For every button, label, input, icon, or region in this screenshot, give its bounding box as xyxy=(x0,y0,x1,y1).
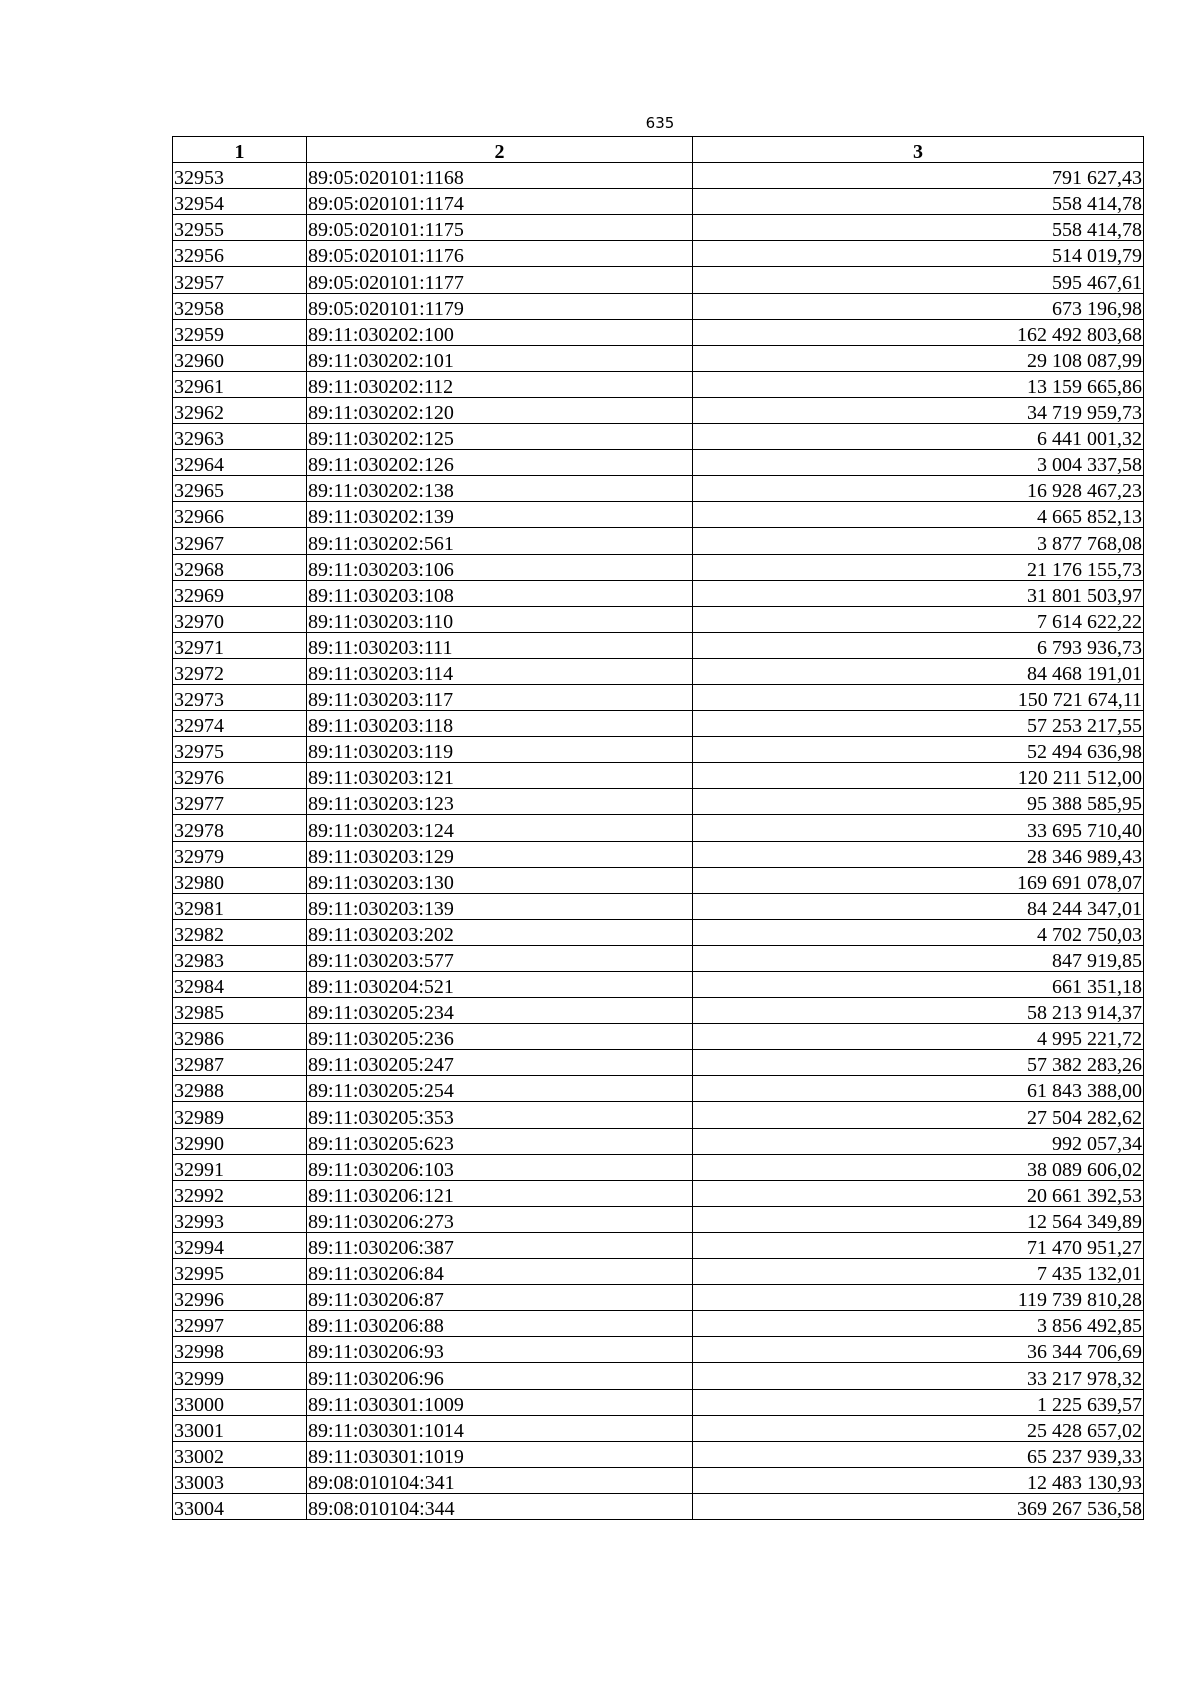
table-row xyxy=(173,972,1144,998)
cadastral-number-cell: 89:11:030202:112 xyxy=(307,371,693,397)
cadastral-value-cell: 6 441 001,32 xyxy=(693,424,1144,450)
table-row xyxy=(173,319,1144,345)
cadastral-number-cell: 89:05:020101:1174 xyxy=(307,189,693,215)
row-number-cell: 32968 xyxy=(173,554,307,580)
cadastral-value-cell: 25 428 657,02 xyxy=(693,1415,1144,1441)
row-number-cell: 32977 xyxy=(173,789,307,815)
cadastral-value-cell: 119 739 810,28 xyxy=(693,1285,1144,1311)
cadastral-value-cell: 558 414,78 xyxy=(693,189,1144,215)
row-number-cell: 32982 xyxy=(173,919,307,945)
row-number-cell: 32971 xyxy=(173,632,307,658)
table-row xyxy=(173,189,1144,215)
table-row xyxy=(173,1363,1144,1389)
table-row xyxy=(173,1024,1144,1050)
table-row xyxy=(173,1337,1144,1363)
row-number-cell: 32958 xyxy=(173,293,307,319)
cadastral-number-cell: 89:11:030203:130 xyxy=(307,867,693,893)
cadastral-number-cell: 89:11:030205:623 xyxy=(307,1128,693,1154)
row-number-cell: 32955 xyxy=(173,215,307,241)
table-row xyxy=(173,371,1144,397)
table-row xyxy=(173,1259,1144,1285)
cadastral-value-cell: 3 877 768,08 xyxy=(693,528,1144,554)
row-number-cell: 32964 xyxy=(173,450,307,476)
row-number-cell: 32966 xyxy=(173,502,307,528)
row-number-cell: 32960 xyxy=(173,345,307,371)
cadastral-value-cell: 84 244 347,01 xyxy=(693,893,1144,919)
cadastral-value-cell: 12 483 130,93 xyxy=(693,1467,1144,1493)
cadastral-number-cell: 89:11:030203:124 xyxy=(307,815,693,841)
row-number-cell: 32956 xyxy=(173,241,307,267)
table-row xyxy=(173,867,1144,893)
row-number-cell: 32988 xyxy=(173,1076,307,1102)
row-number-cell: 32959 xyxy=(173,319,307,345)
cadastral-value-cell: 28 346 989,43 xyxy=(693,841,1144,867)
cadastral-value-cell: 16 928 467,23 xyxy=(693,476,1144,502)
cadastral-number-cell: 89:11:030301:1014 xyxy=(307,1415,693,1441)
cadastral-value-table xyxy=(172,136,1144,1520)
row-number-cell: 32983 xyxy=(173,945,307,971)
table-row xyxy=(173,841,1144,867)
cadastral-number-cell: 89:11:030203:129 xyxy=(307,841,693,867)
table-row xyxy=(173,215,1144,241)
cadastral-number-cell: 89:11:030203:577 xyxy=(307,945,693,971)
row-number-cell: 32954 xyxy=(173,189,307,215)
row-number-cell: 33001 xyxy=(173,1415,307,1441)
cadastral-value-cell: 65 237 939,33 xyxy=(693,1441,1144,1467)
table-row xyxy=(173,345,1144,371)
row-number-cell: 33003 xyxy=(173,1467,307,1493)
cadastral-number-cell: 89:05:020101:1179 xyxy=(307,293,693,319)
cadastral-value-cell: 52 494 636,98 xyxy=(693,737,1144,763)
table-row xyxy=(173,241,1144,267)
row-number-cell: 32999 xyxy=(173,1363,307,1389)
table-body xyxy=(173,163,1144,1520)
cadastral-number-cell: 89:11:030206:87 xyxy=(307,1285,693,1311)
column-header-3: 3 xyxy=(693,137,1144,163)
row-number-cell: 32984 xyxy=(173,972,307,998)
cadastral-value-cell: 34 719 959,73 xyxy=(693,397,1144,423)
cadastral-number-cell: 89:11:030203:139 xyxy=(307,893,693,919)
table-row xyxy=(173,1285,1144,1311)
row-number-cell: 32987 xyxy=(173,1050,307,1076)
cadastral-value-cell: 162 492 803,68 xyxy=(693,319,1144,345)
cadastral-value-cell: 369 267 536,58 xyxy=(693,1493,1144,1519)
cadastral-number-cell: 89:11:030301:1009 xyxy=(307,1389,693,1415)
table-row xyxy=(173,658,1144,684)
table-row xyxy=(173,1076,1144,1102)
row-number-cell: 32991 xyxy=(173,1154,307,1180)
cadastral-value-cell: 33 217 978,32 xyxy=(693,1363,1144,1389)
cadastral-value-cell: 61 843 388,00 xyxy=(693,1076,1144,1102)
table-row xyxy=(173,1311,1144,1337)
cadastral-number-cell: 89:11:030206:88 xyxy=(307,1311,693,1337)
cadastral-value-cell: 3 004 337,58 xyxy=(693,450,1144,476)
cadastral-number-cell: 89:11:030205:236 xyxy=(307,1024,693,1050)
table-row xyxy=(173,1206,1144,1232)
cadastral-value-cell: 58 213 914,37 xyxy=(693,998,1144,1024)
cadastral-value-cell: 673 196,98 xyxy=(693,293,1144,319)
cadastral-value-cell: 31 801 503,97 xyxy=(693,580,1144,606)
cadastral-number-cell: 89:11:030203:118 xyxy=(307,711,693,737)
cadastral-number-cell: 89:11:030206:96 xyxy=(307,1363,693,1389)
cadastral-value-cell: 38 089 606,02 xyxy=(693,1154,1144,1180)
cadastral-value-cell: 21 176 155,73 xyxy=(693,554,1144,580)
cadastral-number-cell: 89:11:030206:387 xyxy=(307,1232,693,1258)
table-row xyxy=(173,528,1144,554)
cadastral-number-cell: 89:11:030202:100 xyxy=(307,319,693,345)
row-number-cell: 32997 xyxy=(173,1311,307,1337)
cadastral-value-cell: 4 665 852,13 xyxy=(693,502,1144,528)
cadastral-value-cell: 33 695 710,40 xyxy=(693,815,1144,841)
row-number-cell: 32957 xyxy=(173,267,307,293)
row-number-cell: 32981 xyxy=(173,893,307,919)
table-row xyxy=(173,737,1144,763)
column-header-1: 1 xyxy=(173,137,307,163)
row-number-cell: 32998 xyxy=(173,1337,307,1363)
row-number-cell: 32961 xyxy=(173,371,307,397)
cadastral-value-cell: 57 253 217,55 xyxy=(693,711,1144,737)
table-row xyxy=(173,163,1144,189)
cadastral-number-cell: 89:11:030206:103 xyxy=(307,1154,693,1180)
cadastral-number-cell: 89:11:030206:121 xyxy=(307,1180,693,1206)
row-number-cell: 32995 xyxy=(173,1259,307,1285)
cadastral-value-cell: 661 351,18 xyxy=(693,972,1144,998)
cadastral-value-cell: 12 564 349,89 xyxy=(693,1206,1144,1232)
cadastral-number-cell: 89:11:030203:110 xyxy=(307,606,693,632)
cadastral-number-cell: 89:11:030203:111 xyxy=(307,632,693,658)
table-row xyxy=(173,1050,1144,1076)
table-row xyxy=(173,1441,1144,1467)
row-number-cell: 32972 xyxy=(173,658,307,684)
cadastral-number-cell: 89:11:030204:521 xyxy=(307,972,693,998)
row-number-cell: 32978 xyxy=(173,815,307,841)
cadastral-value-cell: 95 388 585,95 xyxy=(693,789,1144,815)
cadastral-number-cell: 89:05:020101:1175 xyxy=(307,215,693,241)
cadastral-value-cell: 84 468 191,01 xyxy=(693,658,1144,684)
table-row xyxy=(173,919,1144,945)
cadastral-value-cell: 6 793 936,73 xyxy=(693,632,1144,658)
table-row xyxy=(173,397,1144,423)
cadastral-number-cell: 89:11:030205:247 xyxy=(307,1050,693,1076)
row-number-cell: 32962 xyxy=(173,397,307,423)
row-number-cell: 33000 xyxy=(173,1389,307,1415)
row-number-cell: 32994 xyxy=(173,1232,307,1258)
row-number-cell: 32986 xyxy=(173,1024,307,1050)
cadastral-number-cell: 89:05:020101:1176 xyxy=(307,241,693,267)
cadastral-number-cell: 89:11:030202:101 xyxy=(307,345,693,371)
table-row xyxy=(173,684,1144,710)
cadastral-value-cell: 13 159 665,86 xyxy=(693,371,1144,397)
cadastral-number-cell: 89:11:030202:126 xyxy=(307,450,693,476)
table-row xyxy=(173,1467,1144,1493)
row-number-cell: 32993 xyxy=(173,1206,307,1232)
table-row xyxy=(173,450,1144,476)
cadastral-value-cell: 27 504 282,62 xyxy=(693,1102,1144,1128)
table-row xyxy=(173,763,1144,789)
cadastral-value-cell: 150 721 674,11 xyxy=(693,684,1144,710)
cadastral-value-cell: 595 467,61 xyxy=(693,267,1144,293)
row-number-cell: 32963 xyxy=(173,424,307,450)
cadastral-number-cell: 89:11:030206:84 xyxy=(307,1259,693,1285)
cadastral-value-cell: 791 627,43 xyxy=(693,163,1144,189)
cadastral-value-cell: 514 019,79 xyxy=(693,241,1144,267)
table-row xyxy=(173,893,1144,919)
cadastral-number-cell: 89:11:030203:114 xyxy=(307,658,693,684)
row-number-cell: 32953 xyxy=(173,163,307,189)
table-row xyxy=(173,632,1144,658)
row-number-cell: 32989 xyxy=(173,1102,307,1128)
cadastral-value-cell: 7 614 622,22 xyxy=(693,606,1144,632)
row-number-cell: 33004 xyxy=(173,1493,307,1519)
cadastral-number-cell: 89:11:030203:117 xyxy=(307,684,693,710)
table-row xyxy=(173,580,1144,606)
cadastral-value-cell: 20 661 392,53 xyxy=(693,1180,1144,1206)
cadastral-number-cell: 89:11:030205:353 xyxy=(307,1102,693,1128)
cadastral-value-cell: 558 414,78 xyxy=(693,215,1144,241)
table-row xyxy=(173,1493,1144,1519)
row-number-cell: 33002 xyxy=(173,1441,307,1467)
cadastral-value-cell: 847 919,85 xyxy=(693,945,1144,971)
cadastral-value-cell: 29 108 087,99 xyxy=(693,345,1144,371)
column-header-2: 2 xyxy=(307,137,693,163)
table-row xyxy=(173,1180,1144,1206)
table-row xyxy=(173,815,1144,841)
cadastral-value-cell: 4 702 750,03 xyxy=(693,919,1144,945)
cadastral-number-cell: 89:05:020101:1168 xyxy=(307,163,693,189)
row-number-cell: 32996 xyxy=(173,1285,307,1311)
cadastral-number-cell: 89:08:010104:344 xyxy=(307,1493,693,1519)
cadastral-number-cell: 89:11:030202:561 xyxy=(307,528,693,554)
cadastral-number-cell: 89:08:010104:341 xyxy=(307,1467,693,1493)
table-row xyxy=(173,1415,1144,1441)
row-number-cell: 32965 xyxy=(173,476,307,502)
cadastral-value-cell: 7 435 132,01 xyxy=(693,1259,1144,1285)
row-number-cell: 32985 xyxy=(173,998,307,1024)
cadastral-value-cell: 120 211 512,00 xyxy=(693,763,1144,789)
table-row xyxy=(173,1128,1144,1154)
table-row xyxy=(173,606,1144,632)
table-row xyxy=(173,1232,1144,1258)
table-row xyxy=(173,1154,1144,1180)
page-number: 635 xyxy=(645,114,675,132)
cadastral-value-cell: 36 344 706,69 xyxy=(693,1337,1144,1363)
row-number-cell: 32992 xyxy=(173,1180,307,1206)
row-number-cell: 32973 xyxy=(173,684,307,710)
cadastral-value-cell: 57 382 283,26 xyxy=(693,1050,1144,1076)
cadastral-number-cell: 89:11:030206:273 xyxy=(307,1206,693,1232)
row-number-cell: 32975 xyxy=(173,737,307,763)
table-row xyxy=(173,998,1144,1024)
row-number-cell: 32990 xyxy=(173,1128,307,1154)
table-row xyxy=(173,789,1144,815)
cadastral-value-cell: 3 856 492,85 xyxy=(693,1311,1144,1337)
cadastral-number-cell: 89:11:030202:138 xyxy=(307,476,693,502)
row-number-cell: 32980 xyxy=(173,867,307,893)
cadastral-number-cell: 89:11:030205:254 xyxy=(307,1076,693,1102)
cadastral-number-cell: 89:11:030205:234 xyxy=(307,998,693,1024)
table-row xyxy=(173,293,1144,319)
cadastral-number-cell: 89:11:030203:123 xyxy=(307,789,693,815)
cadastral-number-cell: 89:11:030202:139 xyxy=(307,502,693,528)
cadastral-number-cell: 89:11:030206:93 xyxy=(307,1337,693,1363)
cadastral-number-cell: 89:11:030202:120 xyxy=(307,397,693,423)
cadastral-value-cell: 1 225 639,57 xyxy=(693,1389,1144,1415)
table-row xyxy=(173,711,1144,737)
row-number-cell: 32974 xyxy=(173,711,307,737)
table-row xyxy=(173,554,1144,580)
table-row xyxy=(173,267,1144,293)
cadastral-number-cell: 89:11:030202:125 xyxy=(307,424,693,450)
table-row xyxy=(173,945,1144,971)
cadastral-number-cell: 89:11:030301:1019 xyxy=(307,1441,693,1467)
cadastral-number-cell: 89:11:030203:121 xyxy=(307,763,693,789)
table-row xyxy=(173,502,1144,528)
row-number-cell: 32969 xyxy=(173,580,307,606)
cadastral-value-cell: 169 691 078,07 xyxy=(693,867,1144,893)
cadastral-value-cell: 71 470 951,27 xyxy=(693,1232,1144,1258)
table-row xyxy=(173,424,1144,450)
row-number-cell: 32979 xyxy=(173,841,307,867)
cadastral-number-cell: 89:11:030203:106 xyxy=(307,554,693,580)
row-number-cell: 32976 xyxy=(173,763,307,789)
table-row xyxy=(173,1389,1144,1415)
row-number-cell: 32970 xyxy=(173,606,307,632)
table-header-row xyxy=(173,137,1144,163)
cadastral-number-cell: 89:05:020101:1177 xyxy=(307,267,693,293)
cadastral-number-cell: 89:11:030203:202 xyxy=(307,919,693,945)
table-row xyxy=(173,476,1144,502)
cadastral-value-cell: 992 057,34 xyxy=(693,1128,1144,1154)
table-row xyxy=(173,1102,1144,1128)
cadastral-value-cell: 4 995 221,72 xyxy=(693,1024,1144,1050)
cadastral-number-cell: 89:11:030203:108 xyxy=(307,580,693,606)
row-number-cell: 32967 xyxy=(173,528,307,554)
cadastral-number-cell: 89:11:030203:119 xyxy=(307,737,693,763)
